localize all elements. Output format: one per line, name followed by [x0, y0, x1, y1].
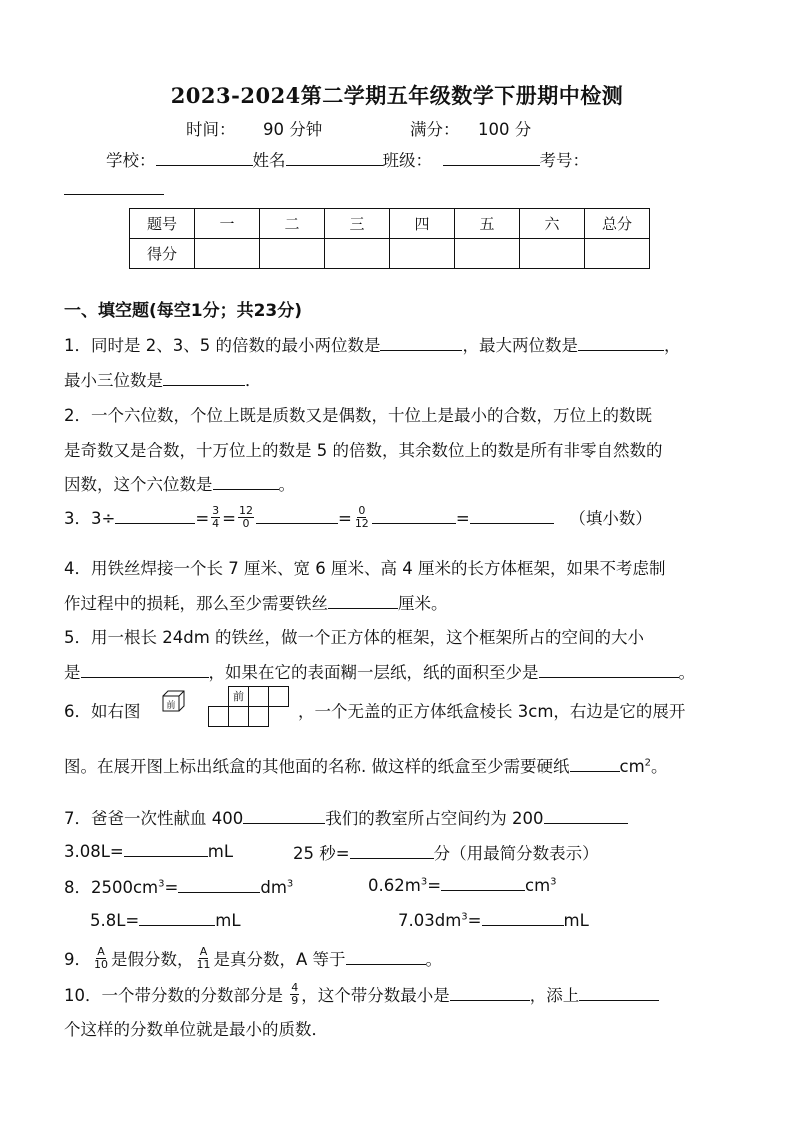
equals-sign: =	[164, 878, 179, 897]
fraction-denominator: 4	[212, 517, 220, 530]
student-info-line	[106, 147, 589, 171]
question-7-line-2	[64, 840, 233, 861]
equals-sign: =	[337, 509, 352, 528]
q9-text-2: 是假分数，	[111, 950, 194, 969]
net-face	[268, 686, 289, 707]
q2-end: 。	[278, 475, 295, 494]
q7-text-6: 分（用最简分数表示）	[433, 844, 599, 863]
table-cell: 五	[455, 209, 520, 239]
name-field[interactable]	[286, 149, 383, 166]
answer-blank[interactable]	[346, 948, 426, 965]
q8-unit-2: cm	[525, 876, 551, 895]
answer-blank[interactable]	[163, 369, 245, 386]
answer-blank[interactable]	[372, 507, 456, 524]
fraction-denominator: 11	[196, 958, 211, 971]
sup: 3	[550, 876, 557, 888]
sup: 3	[158, 878, 165, 890]
q9-end: 。	[425, 950, 443, 969]
answer-blank[interactable]	[350, 842, 434, 859]
question-7-line-1	[64, 805, 628, 829]
question-1-line-2	[64, 367, 262, 391]
question-10-line-2: 个这样的分数单位就是最小的质数．	[64, 1020, 328, 1039]
answer-blank[interactable]	[256, 507, 338, 524]
net-face	[248, 686, 269, 707]
answer-blank[interactable]	[539, 661, 679, 678]
class-label: 班级：	[382, 151, 432, 170]
open-cube-figure	[162, 690, 186, 712]
net-face	[248, 706, 269, 727]
answer-blank[interactable]	[470, 507, 554, 524]
table-cell: 二	[260, 209, 325, 239]
q8-unit-1: dm	[260, 878, 287, 897]
q2-text: 因数，这个六位数是	[64, 475, 213, 494]
q10-text-1: 10．一个带分数的分数部分是	[64, 986, 283, 1005]
q8-unit-4: mL	[563, 911, 589, 930]
school-label: 学校：	[106, 151, 156, 170]
equals-sign: =	[467, 911, 482, 930]
question-5-line-2	[64, 659, 695, 683]
q7-text-1: 7．爸爸一次性献血 400	[64, 809, 244, 828]
question-7-line-2b	[293, 840, 599, 864]
q4-end: 厘米。	[398, 594, 448, 613]
fraction-denominator: 9	[291, 994, 299, 1007]
score-table	[129, 208, 650, 269]
table-cell: 总分	[585, 209, 650, 239]
q1-text-3: ，	[663, 336, 681, 355]
q9-text-3: 是真分数，A 等于	[213, 950, 346, 969]
fraction-denominator: 0	[242, 517, 250, 530]
table-cell: 六	[520, 209, 585, 239]
score-cell[interactable]	[390, 239, 455, 269]
exam-no-label: 考号：	[539, 151, 589, 170]
score-table-score-row	[130, 239, 650, 269]
question-9-line	[64, 946, 442, 973]
sup: 3	[461, 911, 468, 923]
score-table-header-row	[130, 209, 650, 239]
q5-text-1: 是	[64, 663, 81, 682]
question-3-line	[64, 505, 652, 532]
equals-sign: =	[195, 509, 210, 528]
equals-sign: =	[427, 876, 442, 895]
q1-text-2: ，最大两位数是	[462, 336, 578, 355]
q7-text-5: 25 秒=	[293, 844, 350, 863]
table-cell: 一	[195, 209, 260, 239]
answer-blank[interactable]	[115, 507, 195, 524]
answer-blank[interactable]	[482, 909, 564, 926]
q9-text-1: 9．	[64, 950, 91, 969]
fraction-numerator: A	[199, 945, 208, 958]
q1-text-4: 最小三位数是	[64, 371, 163, 390]
answer-blank[interactable]	[380, 334, 462, 351]
section-heading: 一、填空题(每空1分；共23分)	[64, 301, 303, 321]
question-10-line-1	[64, 982, 659, 1009]
question-2-line-2: 是奇数又是合数，十万位上的数是 5 的倍数，其余数位上的数是所有非零自然数的	[64, 441, 663, 460]
question-6-text-2: ，一个无盖的正方体纸盒棱长 3cm，右边是它的展开	[298, 702, 686, 721]
score-cell[interactable]	[195, 239, 260, 269]
answer-blank[interactable]	[544, 807, 628, 824]
q3-note: （填小数）	[569, 509, 652, 528]
q6-unit-sup: 2	[644, 757, 652, 769]
question-8-line-2b	[398, 909, 589, 930]
answer-blank[interactable]	[178, 876, 260, 893]
q8-text-2: 0.62m	[368, 876, 421, 895]
answer-blank[interactable]	[328, 592, 398, 609]
fraction-numerator: 0	[358, 504, 366, 517]
fraction	[211, 505, 220, 530]
table-cell: 三	[325, 209, 390, 239]
question-8-line-1	[64, 874, 293, 898]
name-label: 姓名	[252, 151, 286, 170]
fraction-denominator: 12	[354, 517, 369, 530]
fraction	[196, 946, 212, 971]
answer-blank[interactable]	[570, 755, 620, 772]
answer-blank[interactable]	[579, 984, 659, 1001]
fraction-numerator: 12	[238, 504, 253, 517]
answer-blank[interactable]	[243, 807, 325, 824]
q4-text: 作过程中的损耗，那么至少需要铁丝	[64, 594, 328, 613]
q8-unit-3: mL	[215, 911, 241, 930]
net-face	[228, 706, 249, 727]
net-face-front: 前	[228, 686, 249, 707]
school-field[interactable]	[156, 149, 253, 166]
question-1-line-1	[64, 332, 680, 356]
score-cell[interactable]	[325, 239, 390, 269]
net-face	[208, 706, 229, 727]
fraction	[238, 505, 254, 530]
q6-end: 。	[651, 757, 668, 776]
answer-blank[interactable]	[213, 473, 279, 490]
fraction	[290, 982, 299, 1007]
q8-text-1: 8．2500cm	[64, 878, 159, 897]
equals-sign: =	[222, 509, 236, 528]
q1-text-5: ．	[245, 371, 262, 390]
answer-blank[interactable]	[81, 661, 209, 678]
score-cell[interactable]	[260, 239, 325, 269]
q6-unit: cm	[619, 757, 645, 776]
equals-sign: =	[455, 509, 470, 528]
score-cell[interactable]	[455, 239, 520, 269]
q3-text: 3．3÷	[64, 509, 116, 528]
q7-text-4: mL	[207, 842, 234, 861]
fraction-denominator: 10	[94, 958, 108, 971]
question-6-text-1: 6．如右图	[64, 702, 141, 721]
q8-text-3: 5.8L=	[90, 911, 140, 930]
fraction	[93, 946, 109, 971]
question-4-line-2	[64, 590, 448, 614]
fraction-numerator: 3	[212, 504, 220, 517]
q5-end: 。	[678, 663, 695, 682]
page-title: 2023-2024第二学期五年级数学下册期中检测	[170, 83, 624, 108]
score-cell[interactable]	[585, 239, 650, 269]
sup: 3	[420, 876, 428, 888]
question-5-line-1: 5．用一根长 24dm 的铁丝，做一个正方体的框架，这个框架所占的空间的大小	[64, 628, 645, 647]
q10-text-3: ，添上	[529, 986, 580, 1005]
question-4-line-1: 4．用铁丝焊接一个长 7 厘米、宽 6 厘米、高 4 厘米的长方体框架，如果不考虑制	[64, 559, 666, 578]
q7-text-3: 3.08L=	[64, 842, 124, 861]
cube-front-label: 前	[166, 701, 176, 711]
full-score-label: 满分：	[410, 120, 460, 139]
class-field[interactable]	[443, 149, 540, 166]
question-8-line-2	[90, 909, 241, 930]
q6-text: 图。在展开图上标出纸盒的其他面的名称. 做这样的纸盒至少需要硬纸	[64, 757, 570, 776]
time-value: 90 分钟	[263, 120, 323, 139]
q7-text-2: 我们的教室所占空间约为 200	[325, 809, 544, 828]
question-2-line-1: 2．一个六位数，个位上既是质数又是偶数，十位上是最小的合数，万位上的数既	[64, 406, 652, 425]
question-2-line-3	[64, 471, 295, 495]
answer-blank[interactable]	[441, 874, 525, 891]
answer-blank[interactable]	[578, 334, 664, 351]
time-label: 时间：	[186, 120, 236, 139]
sup: 3	[286, 878, 294, 890]
q10-text-2: ，这个带分数最小是	[301, 986, 450, 1005]
question-8-line-1b	[368, 874, 557, 895]
full-score-value: 100 分	[478, 120, 532, 139]
question-6-line-2	[64, 753, 668, 777]
score-cell[interactable]	[520, 239, 585, 269]
answer-blank[interactable]	[139, 909, 215, 926]
table-cell: 得分	[130, 239, 195, 269]
q1-text-1: 1．同时是 2、3、5 的倍数的最小两位数是	[64, 336, 381, 355]
answer-blank[interactable]	[450, 984, 530, 1001]
fraction-numerator: 4	[291, 981, 299, 994]
fraction-numerator: A	[97, 945, 105, 958]
q5-text-2: ，如果在它的表面糊一层纸，纸的面积至少是	[208, 663, 539, 682]
q8-text-4: 7.03dm	[398, 911, 462, 930]
fraction	[354, 505, 370, 530]
exam-no-field[interactable]	[64, 194, 164, 195]
answer-blank[interactable]	[124, 840, 208, 857]
table-cell: 四	[390, 209, 455, 239]
table-cell: 题号	[130, 209, 195, 239]
